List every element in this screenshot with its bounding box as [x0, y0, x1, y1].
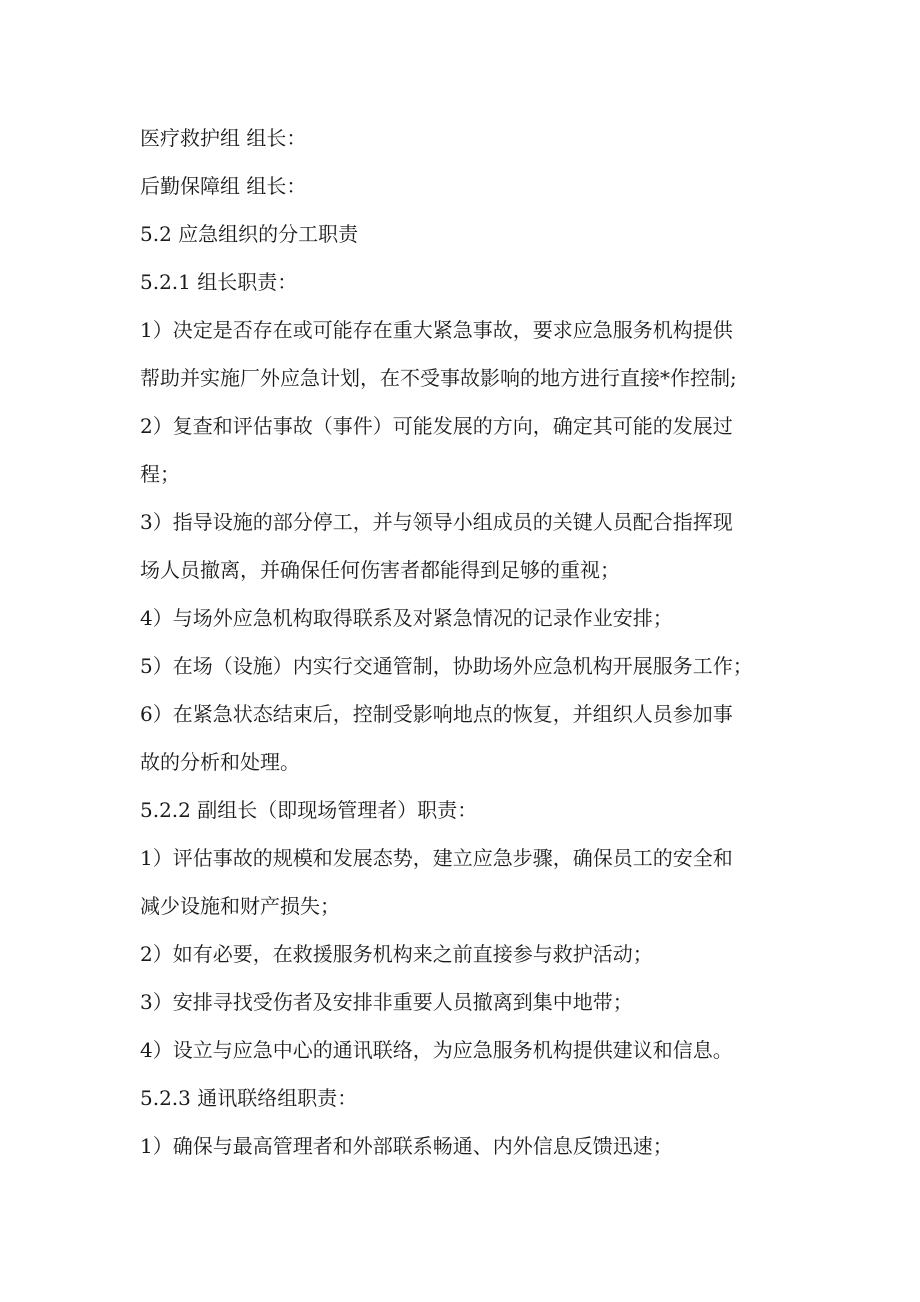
team-leader-medical-rescue: 医疗救护组 组长： — [140, 126, 307, 150]
section-heading-5-2-3: 5.2.3 通讯联络组职责： — [140, 1086, 358, 1110]
paragraph-line: 场人员撤离，并确保任何伤害者都能得到足够的重视； — [140, 558, 620, 582]
document-body — [140, 114, 790, 1170]
paragraph-line: 减少设施和财产损失； — [140, 894, 340, 918]
paragraph-line: 5）在场（设施）内实行交通管制，协助场外应急机构开展服务工作； — [140, 654, 753, 678]
paragraph-line: 故的分析和处理。 — [140, 750, 300, 774]
paragraph-line: 1）评估事故的规模和发展态势，建立应急步骤，确保员工的安全和 — [140, 846, 733, 870]
paragraph-line: 4）设立与应急中心的通讯联络，为应急服务机构提供建议和信息。 — [140, 1038, 733, 1062]
paragraph-line: 1）确保与最高管理者和外部联系畅通、内外信息反馈迅速； — [140, 1134, 673, 1158]
paragraph-line: 4）与场外应急机构取得联系及对紧急情况的记录作业安排； — [140, 606, 673, 630]
paragraph-line: 3）指导设施的部分停工，并与领导小组成员的关键人员配合指挥现 — [140, 510, 733, 534]
paragraph-line: 6）在紧急状态结束后，控制受影响地点的恢复，并组织人员参加事 — [140, 702, 733, 726]
team-leader-logistics: 后勤保障组 组长： — [140, 174, 307, 198]
paragraph-line: 2）复查和评估事故（事件）可能发展的方向，确定其可能的发展过 — [140, 414, 733, 438]
section-heading-5-2-2: 5.2.2 副组长（即现场管理者）职责： — [140, 798, 478, 822]
section-heading-5-2: 5.2 应急组织的分工职责 — [140, 222, 359, 246]
paragraph-line: 1）决定是否存在或可能存在重大紧急事故，要求应急服务机构提供 — [140, 318, 733, 342]
paragraph-line: 3）安排寻找受伤者及安排非重要人员撤离到集中地带； — [140, 990, 633, 1014]
paragraph-line: 帮助并实施厂外应急计划，在不受事故影响的地方进行直接*作控制; — [140, 366, 737, 390]
paragraph-line: 程； — [140, 462, 180, 486]
paragraph-line: 2）如有必要，在救援服务机构来之前直接参与救护活动； — [140, 942, 653, 966]
section-heading-5-2-1: 5.2.1 组长职责： — [140, 270, 298, 294]
